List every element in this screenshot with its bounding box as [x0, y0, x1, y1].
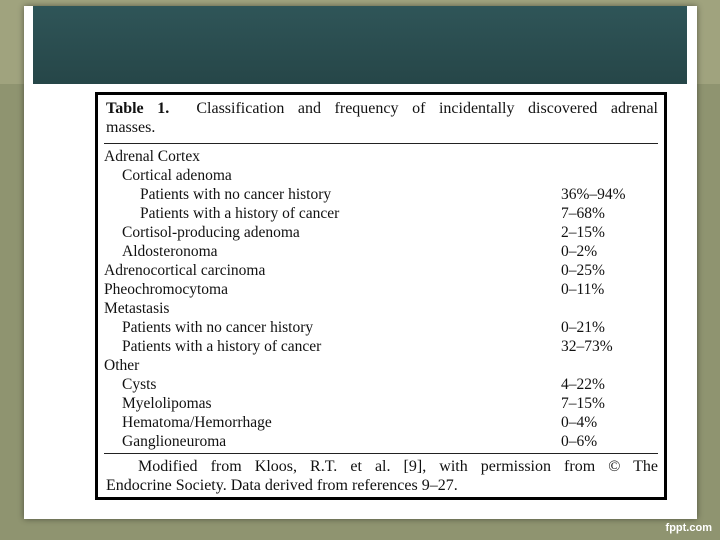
table-body: [104, 147, 660, 451]
table-row: [104, 242, 660, 261]
row-label: Patients with a history of cancer: [122, 338, 322, 355]
row-label: Ganglioneuroma: [122, 433, 227, 450]
row-label: Pheochromocytoma: [104, 281, 228, 298]
row-label: Adrenal Cortex: [104, 148, 200, 165]
row-label: Cysts: [122, 376, 157, 393]
row-label: Cortical adenoma: [122, 167, 232, 184]
row-label: Adrenocortical carcinoma: [104, 262, 266, 279]
caption-label: Table 1.: [106, 100, 170, 117]
row-value: 0–21%: [561, 319, 605, 336]
row-value: 7–68%: [561, 205, 605, 222]
table-row: [104, 185, 660, 204]
table-row: [104, 280, 660, 299]
row-label: Hematoma/Hemorrhage: [122, 414, 272, 431]
row-label: Aldosteronoma: [122, 243, 218, 260]
bottom-rule: [104, 453, 658, 454]
table-row: [104, 356, 660, 375]
row-label: Patients with no cancer history: [140, 186, 332, 203]
row-value: 32–73%: [561, 338, 613, 355]
row-label: Myelolipomas: [122, 395, 212, 412]
table-row: [104, 166, 660, 185]
table-row: [104, 223, 660, 242]
slide-header-band: [33, 6, 687, 84]
top-rule: [104, 143, 658, 144]
table-row: [104, 375, 660, 394]
footnote-line2: Endocrine Society. Data derived from references 9–27.: [106, 477, 458, 494]
caption-text-line2: masses.: [106, 119, 156, 136]
row-value: 0–11%: [561, 281, 605, 298]
row-label: Other: [104, 357, 140, 374]
slide: [24, 6, 697, 519]
brand-watermark: fppt.com: [665, 522, 712, 534]
row-label: Metastasis: [104, 300, 170, 317]
table-row: [104, 432, 660, 451]
row-value: 36%–94%: [561, 186, 626, 203]
table-row: [104, 318, 660, 337]
row-value: 0–25%: [561, 262, 605, 279]
caption-text-line1: Classification and frequency of incidentally discovered adrenal: [196, 100, 658, 117]
table-row: [104, 413, 660, 432]
table-row: [104, 299, 660, 318]
table-row: [104, 204, 660, 223]
row-label: Patients with no cancer history: [122, 319, 314, 336]
row-label: Cortisol-producing adenoma: [122, 224, 300, 241]
table-caption: [106, 99, 658, 137]
table-figure: [95, 92, 667, 500]
row-value: 0–2%: [561, 243, 598, 260]
table-footnote: [106, 457, 658, 495]
row-label: Patients with a history of cancer: [140, 205, 340, 222]
row-value: 0–6%: [561, 433, 598, 450]
table-row: [104, 147, 660, 166]
table-row: [104, 337, 660, 356]
table-row: [104, 394, 660, 413]
row-value: 2–15%: [561, 224, 605, 241]
row-value: 4–22%: [561, 376, 605, 393]
table-row: [104, 261, 660, 280]
footnote-line1: Modified from Kloos, R.T. et al. [9], with permission from © The: [138, 458, 658, 475]
row-value: 0–4%: [561, 414, 598, 431]
row-value: 7–15%: [561, 395, 605, 412]
